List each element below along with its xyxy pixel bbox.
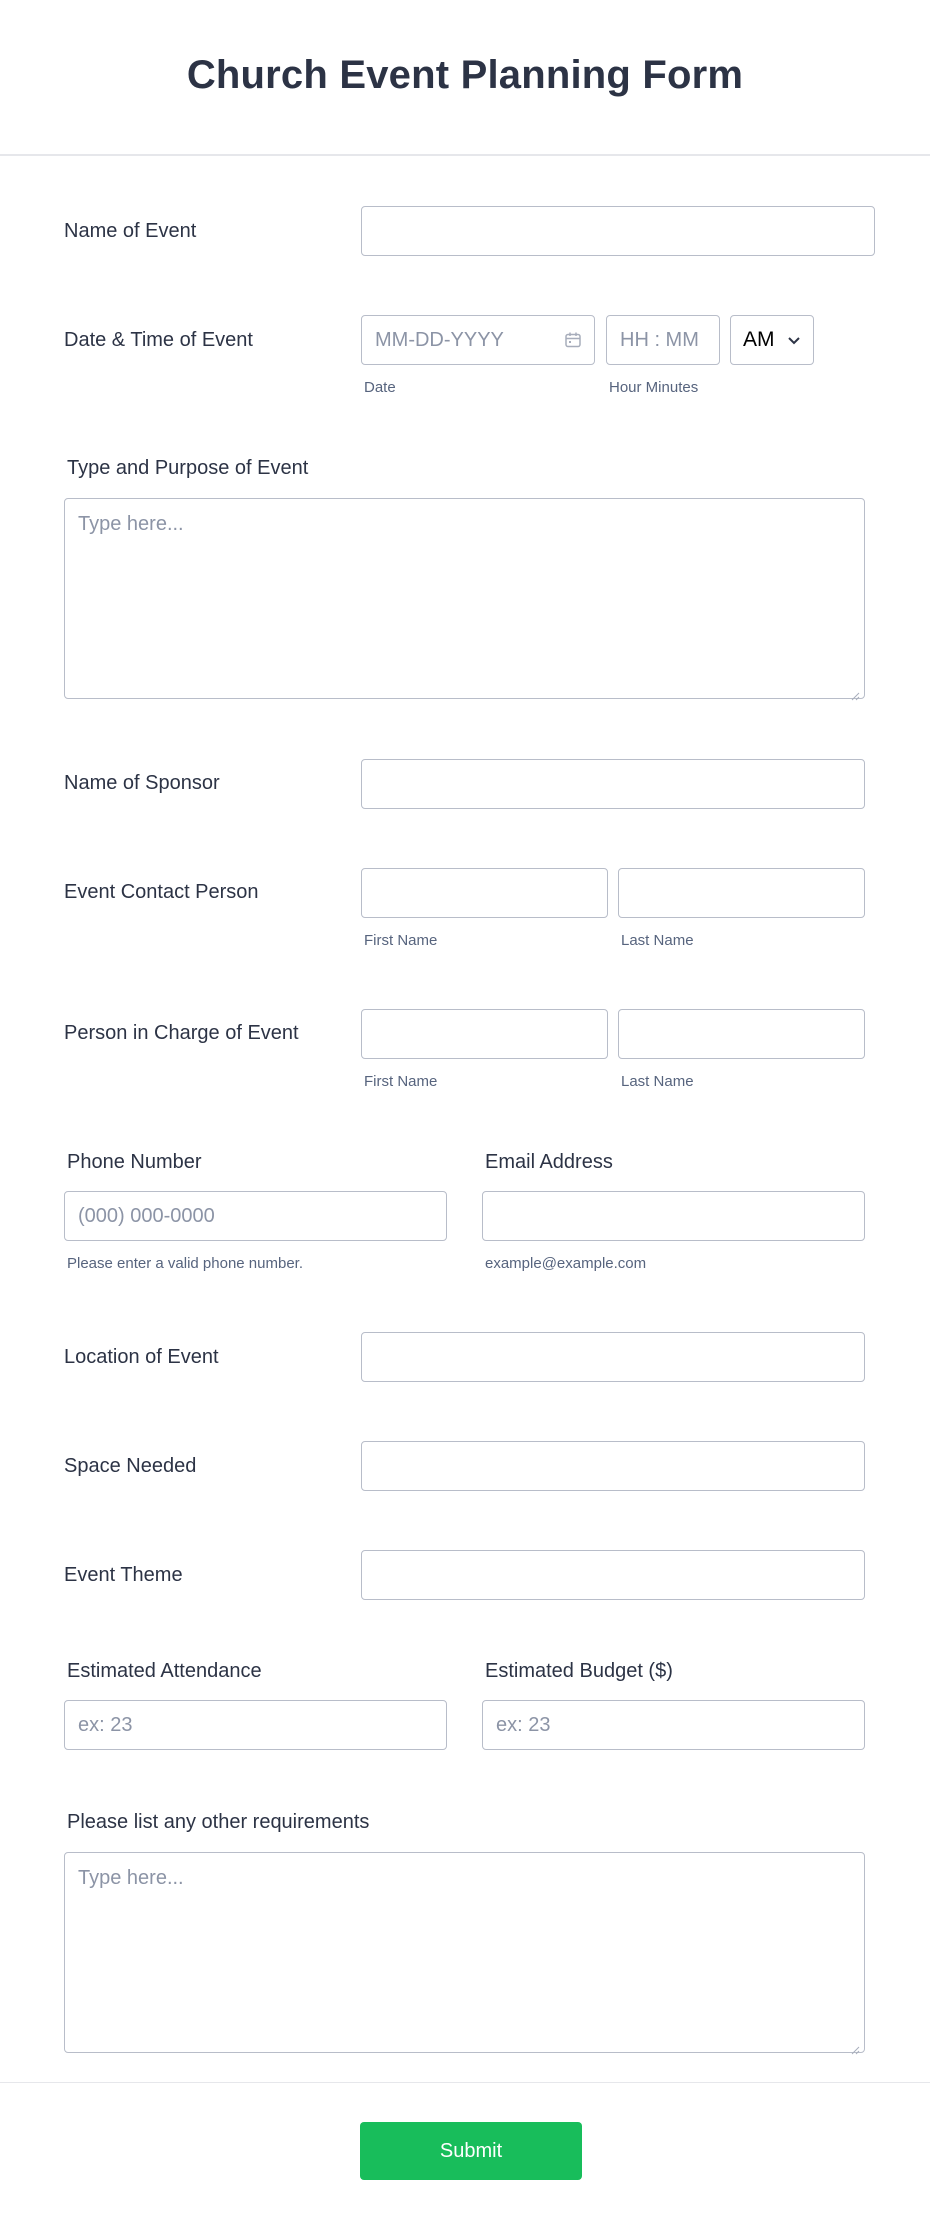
- time-placeholder: HH : MM: [620, 328, 699, 351]
- event-name-input[interactable]: [361, 206, 875, 256]
- phone-input[interactable]: [64, 1191, 447, 1241]
- email-sublabel: example@example.com: [485, 1255, 647, 1272]
- other-requirements-placeholder: Type here...: [78, 1867, 184, 1889]
- phone-sublabel: Please enter a valid phone number.: [67, 1255, 303, 1272]
- resize-handle-icon[interactable]: [850, 684, 860, 694]
- date-placeholder: MM-DD-YYYY: [375, 328, 504, 351]
- other-requirements-label: Please list any other requirements: [67, 1811, 370, 1833]
- email-input[interactable]: [482, 1191, 865, 1241]
- location-input[interactable]: [361, 1332, 865, 1382]
- datetime-label: Date & Time of Event: [64, 329, 253, 351]
- attendance-input[interactable]: [64, 1700, 447, 1750]
- date-input[interactable]: [361, 315, 595, 365]
- space-input[interactable]: [361, 1441, 865, 1491]
- space-label: Space Needed: [64, 1455, 197, 1477]
- contact-first-name-input[interactable]: [361, 868, 608, 918]
- phone-placeholder: (000) 000-0000: [78, 1204, 215, 1227]
- sponsor-input[interactable]: [361, 759, 865, 809]
- theme-label: Event Theme: [64, 1564, 183, 1586]
- date-sublabel: Date: [364, 379, 396, 396]
- attendance-placeholder: ex: 23: [78, 1713, 133, 1736]
- budget-input[interactable]: [482, 1700, 865, 1750]
- ampm-select[interactable]: [730, 315, 814, 365]
- ampm-value: AM: [743, 328, 775, 351]
- type-purpose-label: Type and Purpose of Event: [67, 457, 309, 479]
- charge-last-name-sublabel: Last Name: [621, 1073, 694, 1090]
- type-purpose-textarea[interactable]: [64, 498, 865, 699]
- calendar-icon[interactable]: [564, 331, 582, 355]
- time-sublabel: Hour Minutes: [609, 379, 699, 396]
- chevron-down-icon: [787, 328, 801, 352]
- phone-label: Phone Number: [67, 1151, 202, 1173]
- budget-placeholder: ex: 23: [496, 1713, 551, 1736]
- resize-handle-icon[interactable]: [850, 2038, 860, 2048]
- charge-last-name-input[interactable]: [618, 1009, 865, 1059]
- footer-divider: [0, 2082, 930, 2083]
- budget-label: Estimated Budget ($): [485, 1660, 673, 1682]
- contact-last-name-sublabel: Last Name: [621, 932, 694, 949]
- person-in-charge-label: Person in Charge of Event: [64, 1022, 299, 1044]
- email-label: Email Address: [485, 1151, 613, 1173]
- time-input[interactable]: [606, 315, 720, 365]
- sponsor-label: Name of Sponsor: [64, 772, 220, 794]
- contact-last-name-input[interactable]: [618, 868, 865, 918]
- contact-first-name-sublabel: First Name: [364, 932, 438, 949]
- attendance-label: Estimated Attendance: [67, 1660, 262, 1682]
- charge-first-name-sublabel: First Name: [364, 1073, 438, 1090]
- event-name-label: Name of Event: [64, 220, 197, 242]
- form-header: [0, 0, 930, 156]
- other-requirements-textarea[interactable]: [64, 1852, 865, 2053]
- location-label: Location of Event: [64, 1346, 219, 1368]
- submit-button[interactable]: Submit: [360, 2122, 582, 2180]
- charge-first-name-input[interactable]: [361, 1009, 608, 1059]
- contact-person-label: Event Contact Person: [64, 881, 259, 903]
- form-title: Church Event Planning Form: [186, 52, 744, 97]
- type-purpose-placeholder: Type here...: [78, 513, 184, 535]
- theme-input[interactable]: [361, 1550, 865, 1600]
